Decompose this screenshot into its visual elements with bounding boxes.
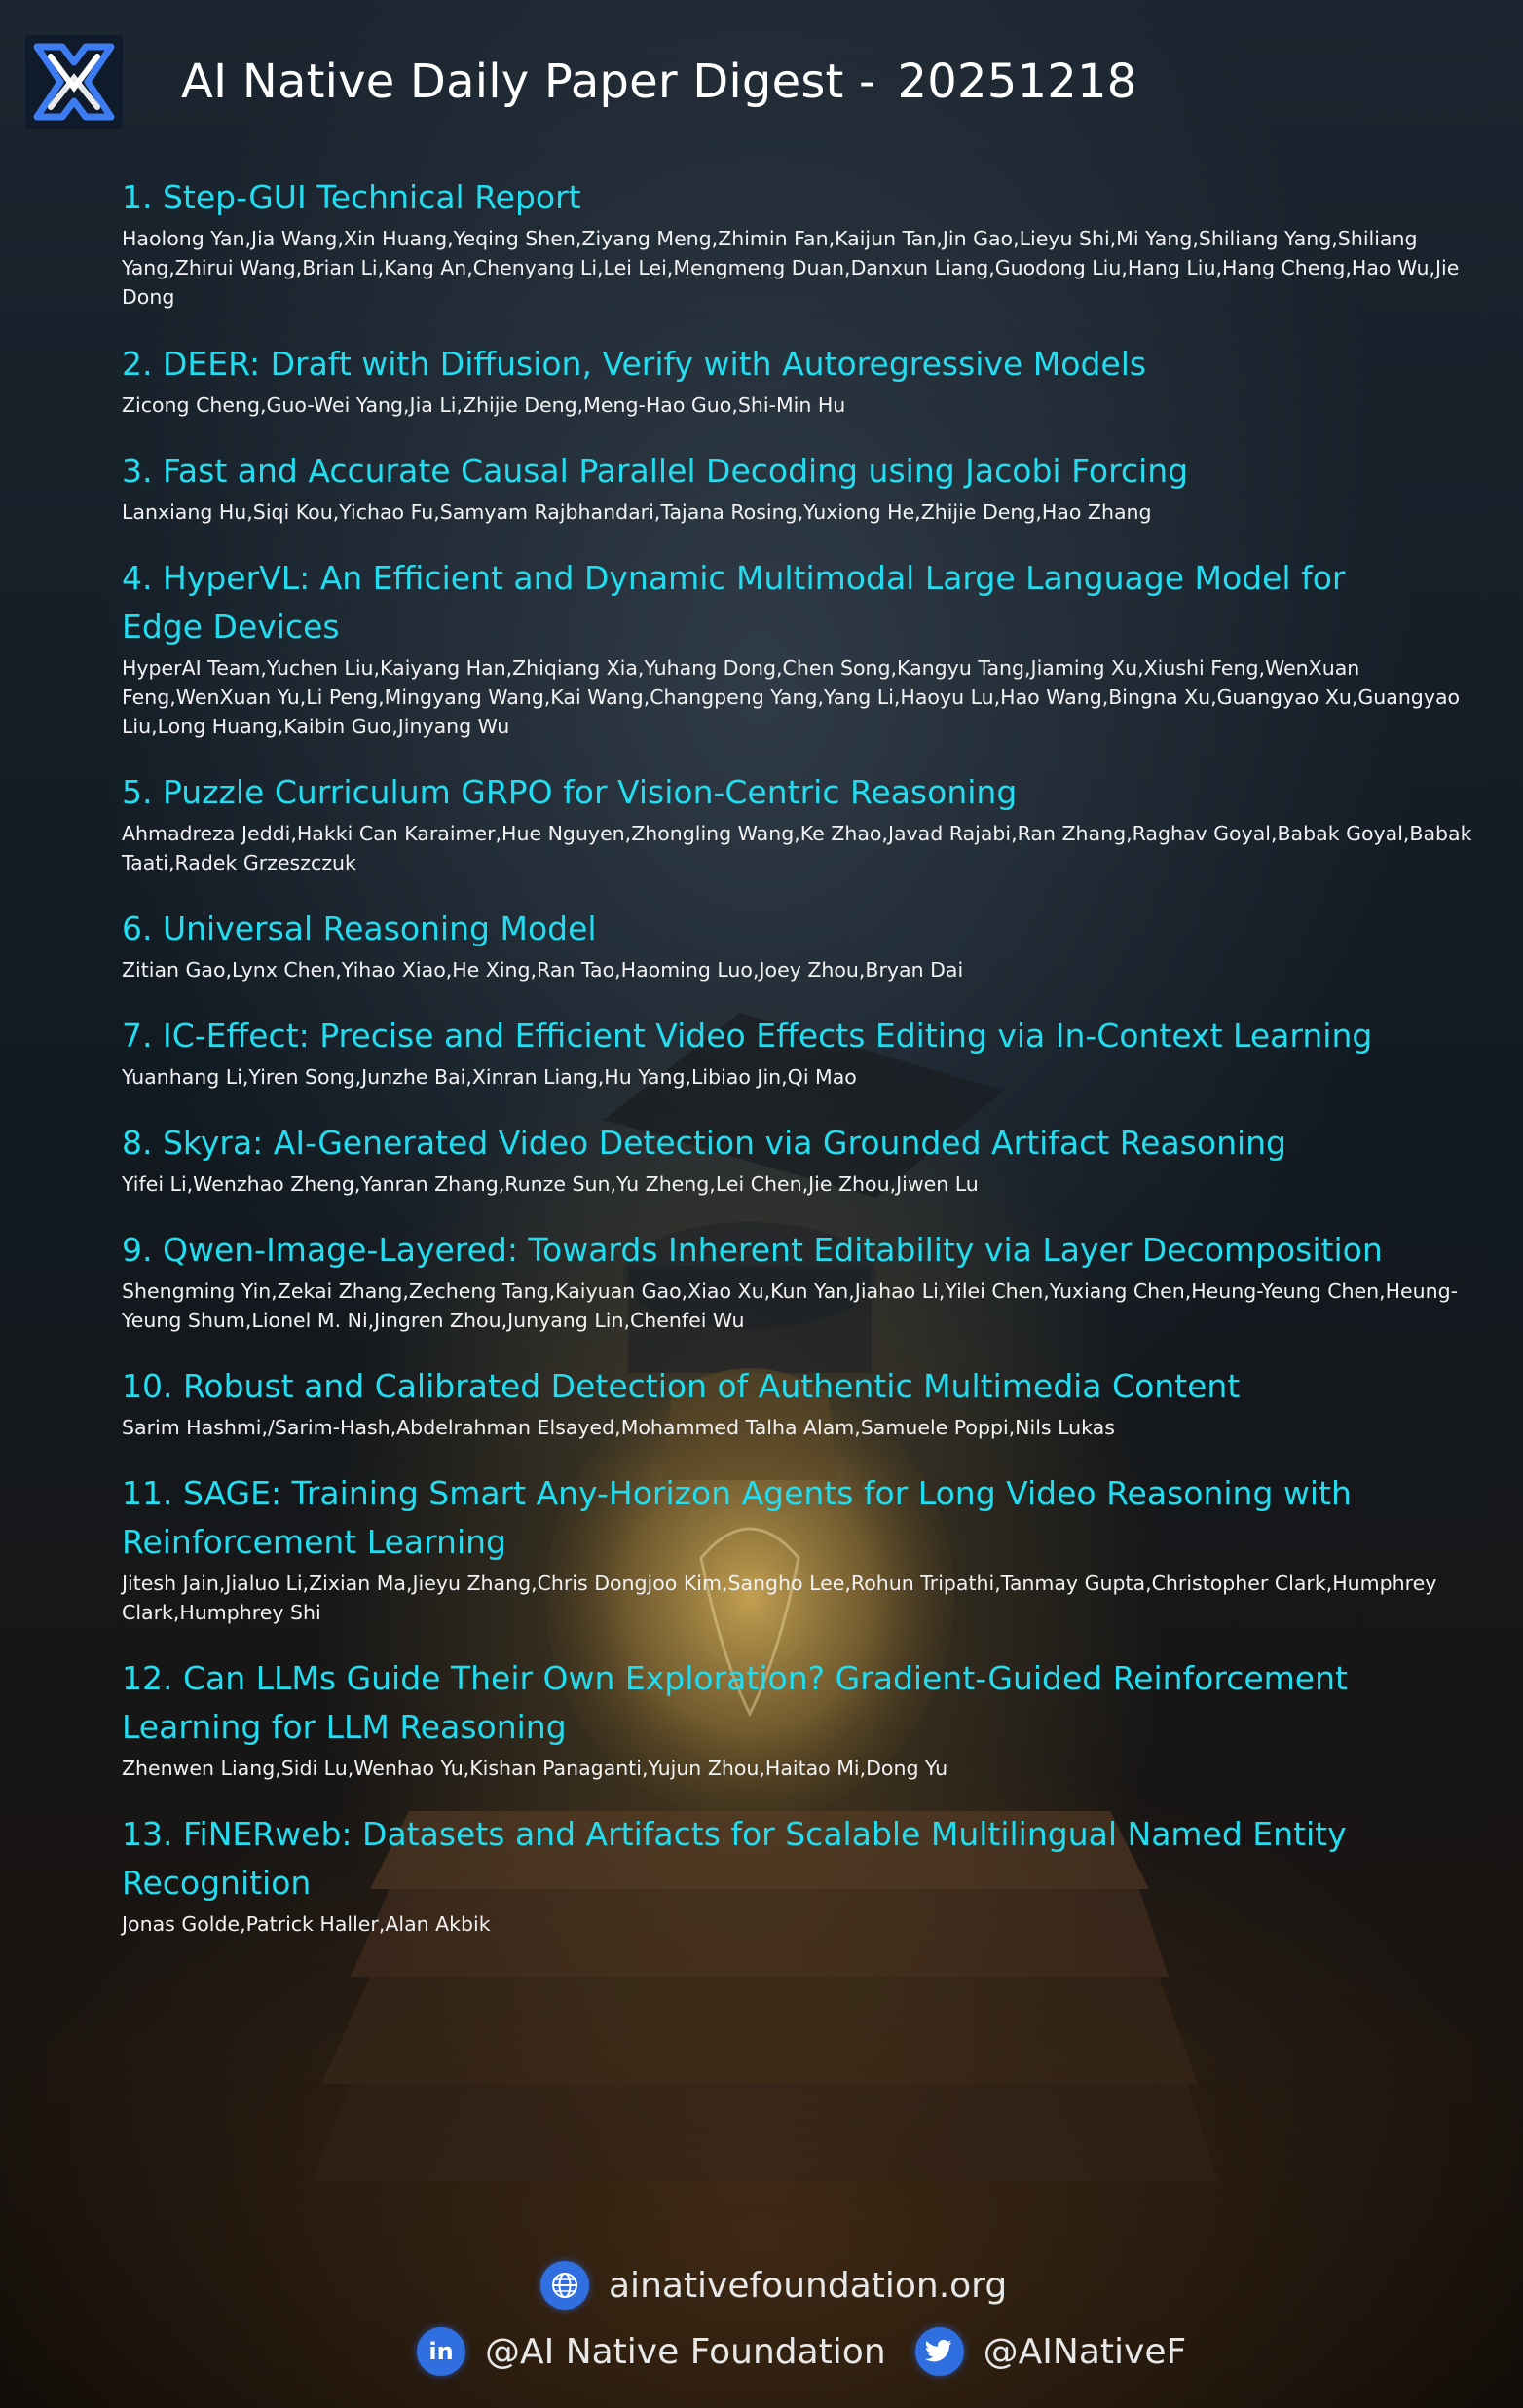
paper-title[interactable]: 5. Puzzle Curriculum GRPO for Vision-Centric Reasoning [122,773,1018,811]
paper-item [122,554,1495,741]
paper-title[interactable]: 7. IC-Effect: Precise and Efficient Video Effects Editing via In-Context Learning [122,1017,1373,1055]
paper-title[interactable]: 10. Robust and Calibrated Detection of Authentic Multimedia Content [122,1367,1241,1405]
paper-title[interactable]: 1. Step-GUI Technical Report [122,178,581,216]
twitter-icon[interactable] [915,2327,964,2376]
twitter-handle[interactable]: @AINativeF [983,2331,1187,2372]
paper-title[interactable]: 11. SAGE: Training Smart Any-Horizon Agents for Long Video Reasoning with Reinforcement Learning [122,1474,1352,1561]
paper-title[interactable]: 6. Universal Reasoning Model [122,909,597,947]
paper-authors: Haolong Yan,Jia Wang,Xin Huang,Yeqing Shen,Ziyang Meng,Zhimin Fan,Kaijun Tan,Jin Gao,Lieyu Shi,Mi Yang,Shiliang Yang,Shiliang Yang,Zhirui Wang,Brian Li,Kang An,Chenyang Li,Lei Lei,Mengmeng Duan,Danxun Liang,Guodong Liu,Hang Liu,Hang Cheng,Hao Wu,Jie Dong [122,227,1460,309]
paper-authors: Ahmadreza Jeddi,Hakki Can Karaimer,Hue Nguyen,Zhongling Wang,Ke Zhao,Javad Rajabi,Ran Zhang,Raghav Goyal,Babak Goyal,Babak Taati,Radek Grzeszczuk [122,822,1472,874]
paper-item [122,1119,1495,1199]
linkedin-icon[interactable]: in [417,2327,465,2376]
paper-item [122,768,1495,877]
paper-title[interactable]: 8. Skyra: AI-Generated Video Detection via Grounded Artifact Reasoning [122,1124,1287,1162]
paper-item [122,1654,1495,1783]
digest-date: 20251218 [897,55,1137,109]
header [23,33,1136,130]
paper-item [122,447,1495,527]
paper-authors: Zhenwen Liang,Sidi Lu,Wenhao Yu,Kishan Panaganti,Yujun Zhou,Haitao Mi,Dong Yu [122,1757,948,1780]
title-text: AI Native Daily Paper Digest - [181,55,876,109]
paper-item [122,1012,1495,1092]
paper-item [122,1226,1495,1335]
paper-title[interactable]: 12. Can LLMs Guide Their Own Exploration? Gradient-Guided Reinforcement Learning for LLM Reasoning [122,1659,1348,1746]
paper-authors: Jitesh Jain,Jialuo Li,Zixian Ma,Jieyu Zhang,Chris Dongjoo Kim,Sangho Lee,Rohun Tripathi,Tanmay Gupta,Christopher Clark,Humphrey Clark,Humphrey Shi [122,1572,1437,1624]
paper-title[interactable]: 9. Qwen-Image-Layered: Towards Inherent Editability via Layer Decomposition [122,1231,1383,1269]
paper-authors: Zicong Cheng,Guo-Wei Yang,Jia Li,Zhijie Deng,Meng-Hao Guo,Shi-Min Hu [122,393,846,417]
paper-item [122,1362,1495,1442]
social-links [417,2327,1186,2376]
paper-authors: Yuanhang Li,Yiren Song,Junzhe Bai,Xinran Liang,Hu Yang,Libiao Jin,Qi Mao [122,1065,857,1089]
paper-item [122,905,1495,984]
paper-authors: Shengming Yin,Zekai Zhang,Zecheng Tang,Kaiyuan Gao,Xiao Xu,Kun Yan,Jiahao Li,Yilei Chen,Yuxiang Chen,Heung-Yeung Chen,Heung-Yeung Shum,Lionel M. Ni,Jingren Zhou,Junyang Lin,Chenfei Wu [122,1279,1459,1332]
linkedin-handle[interactable]: @AI Native Foundation [485,2331,886,2372]
website-link[interactable] [540,2261,1007,2310]
globe-icon [540,2261,589,2310]
ai-native-logo-icon [23,33,125,130]
paper-authors: Lanxiang Hu,Siqi Kou,Yichao Fu,Samyam Rajbhandari,Tajana Rosing,Yuxiong He,Zhijie Deng,Hao Zhang [122,500,1152,524]
paper-authors: Zitian Gao,Lynx Chen,Yihao Xiao,He Xing,Ran Tao,Haoming Luo,Joey Zhou,Bryan Dai [122,958,964,982]
paper-item [122,340,1495,420]
page-title [181,55,1136,109]
paper-authors: Sarim Hashmi,/Sarim-Hash,Abdelrahman Elsayed,Mohammed Talha Alam,Samuele Poppi,Nils Lukas [122,1416,1115,1439]
paper-authors: Yifei Li,Wenzhao Zheng,Yanran Zhang,Runze Sun,Yu Zheng,Lei Chen,Jie Zhou,Jiwen Lu [122,1172,979,1196]
website-url[interactable]: ainativefoundation.org [609,2265,1008,2306]
paper-authors: HyperAI Team,Yuchen Liu,Kaiyang Han,Zhiqiang Xia,Yuhang Dong,Chen Song,Kangyu Tang,Jiaming Xu,Xiushi Feng,WenXuan Feng,WenXuan Yu,Li Peng,Mingyang Wang,Kai Wang,Changpeng Yang,Yang Li,Haoyu Lu,Hao Wang,Bingna Xu,Guangyao Xu,Guangyao Liu,Long Huang,Kaibin Guo,Jinyang Wu [122,656,1461,738]
paper-title[interactable]: 4. HyperVL: An Efficient and Dynamic Multimodal Large Language Model for Edge Devices [122,559,1346,646]
paper-title[interactable]: 2. DEER: Draft with Diffusion, Verify with Autoregressive Models [122,345,1147,383]
paper-item [122,1469,1495,1627]
paper-item [122,1810,1495,1939]
paper-item [122,173,1495,312]
paper-authors: Jonas Golde,Patrick Haller,Alan Akbik [122,1912,491,1936]
paper-title[interactable]: 13. FiNERweb: Datasets and Artifacts for Scalable Multilingual Named Entity Recognition [122,1815,1347,1902]
paper-title[interactable]: 3. Fast and Accurate Causal Parallel Decoding using Jacobi Forcing [122,452,1189,490]
